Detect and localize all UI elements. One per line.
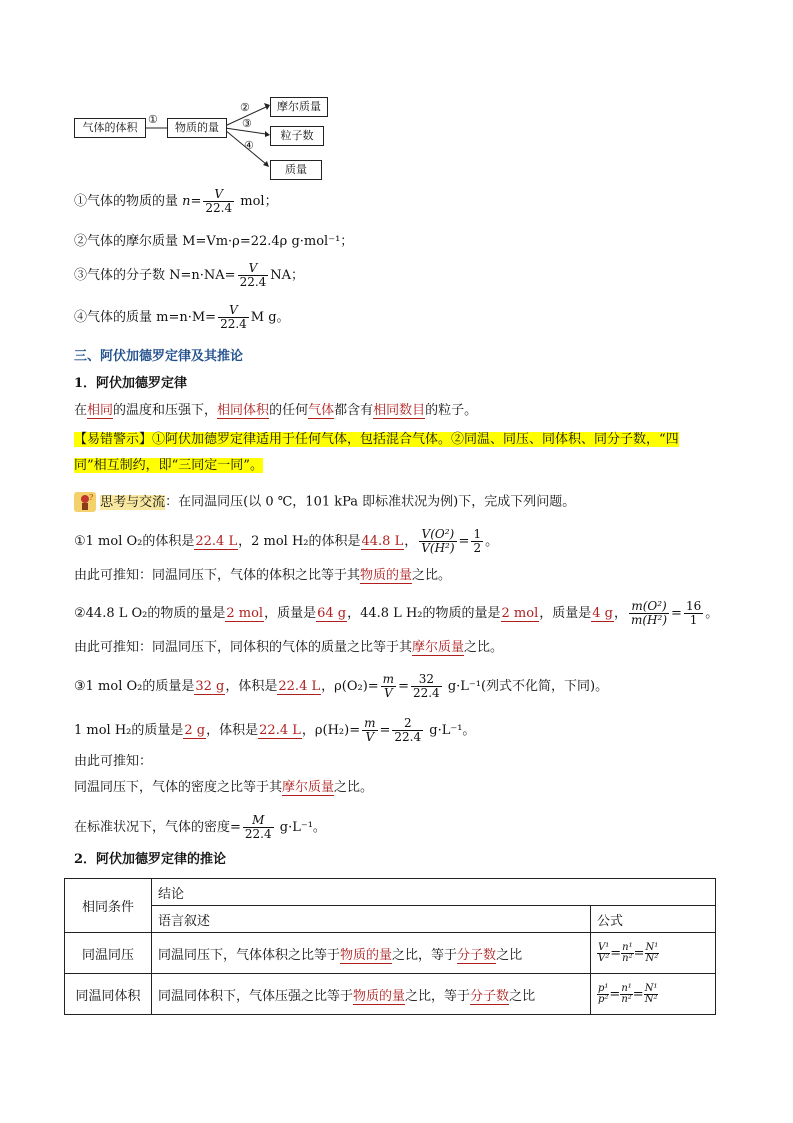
section-3-title: 三、阿伏加德罗定律及其推论: [74, 349, 244, 364]
row2-condition: 同温同体积: [65, 974, 152, 1015]
header-language: 语言叙述: [152, 906, 591, 933]
law-statement: 在相同的温度和压强下，相同体积的任何气体都含有相同数目的粒子。: [74, 403, 478, 418]
standard-density: 在标准状况下，气体的密度= $\frac{M}{22.4}$ g·L⁻¹。: [74, 813, 326, 841]
warning-line-1: 【易错警示】①阿伏加德罗定律适用于任何气体，包括混合气体。②同温、同压、同体积、同分子数，“四: [74, 432, 679, 447]
inference-1: 由此可推知：同温同压下，气体的体积之比等于其物质的量之比。: [74, 568, 452, 583]
question-4: 1 mol H₂的质量是2 g，体积是22.4 L，ρ(H₂)= $\frac{m}{V}$ = $\frac{2}{22.4}$ g·L⁻¹。: [74, 716, 476, 744]
particles-box: 粒子数: [270, 126, 324, 146]
header-conclusion: 结论: [152, 879, 716, 906]
think-discuss: ? 思考与交流：在同温同压(以 0 ℃，101 kPa 即标准状况为例)下，完成下列问题。: [74, 492, 575, 513]
subsection-1-title: 1．阿伏加德罗定律: [74, 376, 188, 391]
row1-statement: 同温同压下，气体体积之比等于物质的量之比，等于分子数之比: [152, 933, 591, 974]
amount-box: 物质的量: [167, 118, 227, 138]
inference-4: 同温同压下，气体的密度之比等于其摩尔质量之比。: [74, 780, 374, 795]
molar-mass-box: 摩尔质量: [270, 97, 328, 117]
formula-2: ②气体的摩尔质量 M=Vm·ρ=22.4ρ g·mol⁻¹；: [74, 234, 354, 249]
formula-3: ③气体的分子数 N=n·NA= $\frac{V}{22.4}$ NA；: [74, 261, 305, 289]
inference-2: 由此可推知：同温同压下，同体积的气体的质量之比等于其摩尔质量之比。: [74, 640, 504, 655]
inference-table: [64, 878, 716, 1015]
arrow-label-1: ①: [148, 113, 158, 126]
question-1: ①1 mol O₂的体积是22.4 L，2 mol H₂的体积是44.8 L， $\frac{\text{V(O²)}}{\text{V(H²)}}$ = $\frac{1}{2}$ 。: [74, 527, 499, 555]
arrow-label-2: ②: [240, 101, 250, 114]
arrow-label-3: ③: [242, 117, 252, 130]
table-row: [65, 974, 716, 1015]
thinking-person-icon: [74, 492, 96, 512]
svg-text:?: ?: [89, 493, 94, 502]
formula-1: ①气体的物质的量 n= $\frac{V}{22.4}$ mol；: [74, 187, 278, 215]
inference-3: 由此可推知：: [74, 754, 153, 769]
arrow-label-4: ④: [244, 139, 254, 152]
row1-condition: 同温同压: [65, 933, 152, 974]
row2-statement: 同温同体积下，气体压强之比等于物质的量之比，等于分子数之比: [152, 974, 591, 1015]
question-3: ③1 mol O₂的质量是32 g，体积是22.4 L，ρ(O₂)= $\frac{m}{V}$ = $\frac{32}{22.4}$ g·L⁻¹(列式不化简，下同)。: [74, 672, 609, 700]
row1-formula: $\frac{\text{V¹}}{\text{V²}}$ = $\frac{\text{n¹}}{\text{n²}}$ = $\frac{\text{N¹}}{\text{N²}}$: [591, 933, 716, 974]
subsection-2-title: 2．阿伏加德罗定律的推论: [74, 852, 227, 867]
mass-box: 质量: [270, 160, 322, 180]
table-row: [65, 933, 716, 974]
question-2: ②44.8 L O₂的物质的量是2 mol，质量是64 g，44.8 L H₂的物质的量是2 mol，质量是4 g， $\frac{\text{m(O²)}}{\text{m(H²)}}$ = $\frac{16}{1}$ 。: [74, 599, 719, 627]
row2-formula: $\frac{\text{p¹}}{\text{p²}}$ = $\frac{\text{n¹}}{\text{n²}}$ = $\frac{\text{N¹}}{\text{N²}}$: [591, 974, 716, 1015]
header-condition: 相同条件: [65, 879, 152, 933]
gas-volume-box: 气体的体积: [74, 118, 146, 138]
formula-4: ④气体的质量 m=n·M= $\frac{V}{22.4}$ M g。: [74, 303, 290, 331]
header-formula: 公式: [591, 906, 716, 933]
warning-line-2: 同”相互制约，即“三同定一同”。: [74, 458, 263, 473]
